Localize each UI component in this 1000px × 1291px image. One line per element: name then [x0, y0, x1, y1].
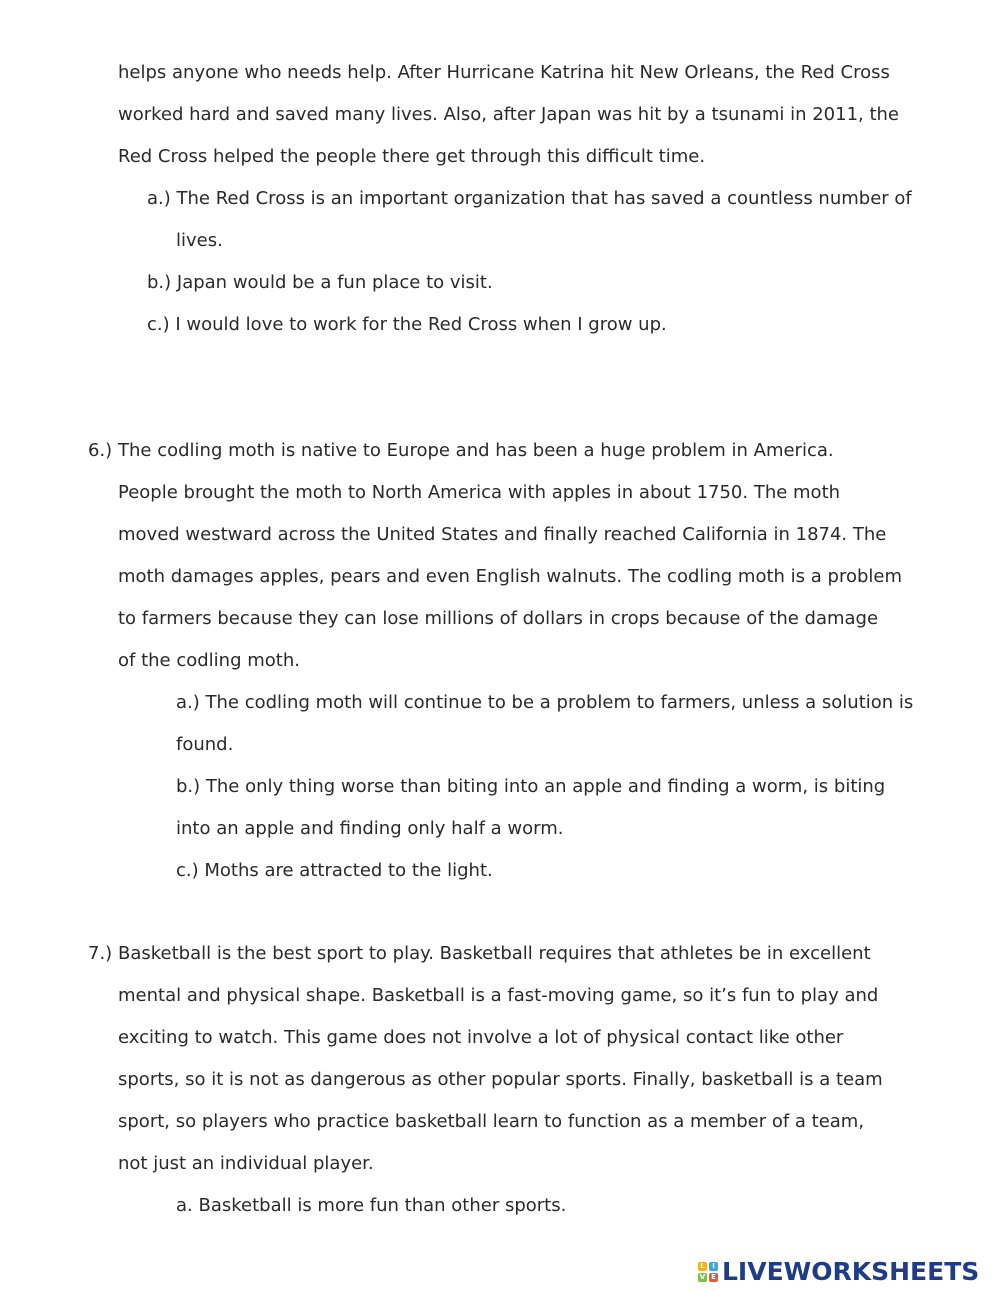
logo-mark-letter: V: [699, 1273, 706, 1281]
passage-line: The codling moth is native to Europe and has been a huge problem in America.: [118, 440, 834, 461]
option-a-continued[interactable]: lives.: [176, 230, 223, 251]
passage-line: not just an individual player.: [118, 1153, 374, 1174]
passage-line: People brought the moth to North America with apples in about 1750. The moth: [118, 482, 841, 503]
passage-line: worked hard and saved many lives. Also, after Japan was hit by a tsunami in 2011, the: [118, 104, 900, 125]
logo-text: LIVEWORKSHEETS: [722, 1257, 980, 1286]
passage-line: Basketball is the best sport to play. Basketball requires that athletes be in excellent: [118, 943, 871, 964]
option-a-continued[interactable]: found.: [176, 734, 234, 755]
passage-line: of the codling moth.: [118, 650, 300, 671]
liveworksheets-logo: [698, 1258, 979, 1286]
passage-line: sport, so players who practice basketball learn to function as a member of a team,: [118, 1111, 865, 1132]
passage-line: exciting to watch. This game does not involve a lot of physical contact like other: [118, 1027, 844, 1048]
question-number: 7.): [88, 943, 113, 964]
passage-line: Red Cross helped the people there get through this difficult time.: [118, 146, 706, 167]
passage-line: helps anyone who needs help. After Hurricane Katrina hit New Orleans, the Red Cross: [118, 62, 890, 83]
question-number: 6.): [88, 440, 113, 461]
passage-line: mental and physical shape. Basketball is a fast-moving game, so it’s fun to play and: [118, 985, 879, 1006]
option-c[interactable]: c.) I would love to work for the Red Cross when I grow up.: [147, 314, 667, 335]
passage-line: to farmers because they can lose millions of dollars in crops because of the damage: [118, 608, 879, 629]
logo-mark-letter: L: [698, 1262, 707, 1271]
liveworksheets-mark-icon: [698, 1262, 718, 1282]
passage-line: sports, so it is not as dangerous as other popular sports. Finally, basketball is a team: [118, 1069, 883, 1090]
option-c[interactable]: c.) Moths are attracted to the light.: [176, 860, 493, 881]
option-a[interactable]: a.) The codling moth will continue to be a problem to farmers, unless a solution is: [176, 692, 914, 713]
logo-mark-letter: I: [709, 1262, 718, 1271]
option-a[interactable]: a.) The Red Cross is an important organization that has saved a countless number of: [147, 188, 912, 209]
option-b[interactable]: b.) The only thing worse than biting into an apple and finding a worm, is biting: [176, 776, 886, 797]
option-a[interactable]: a. Basketball is more fun than other sports.: [176, 1195, 567, 1216]
option-b[interactable]: b.) Japan would be a fun place to visit.: [147, 272, 493, 293]
option-b-continued[interactable]: into an apple and finding only half a worm.: [176, 818, 564, 839]
passage-line: moth damages apples, pears and even English walnuts. The codling moth is a problem: [118, 566, 903, 587]
logo-mark-letter: E: [709, 1273, 718, 1282]
passage-line: moved westward across the United States and finally reached California in 1874. The: [118, 524, 887, 545]
